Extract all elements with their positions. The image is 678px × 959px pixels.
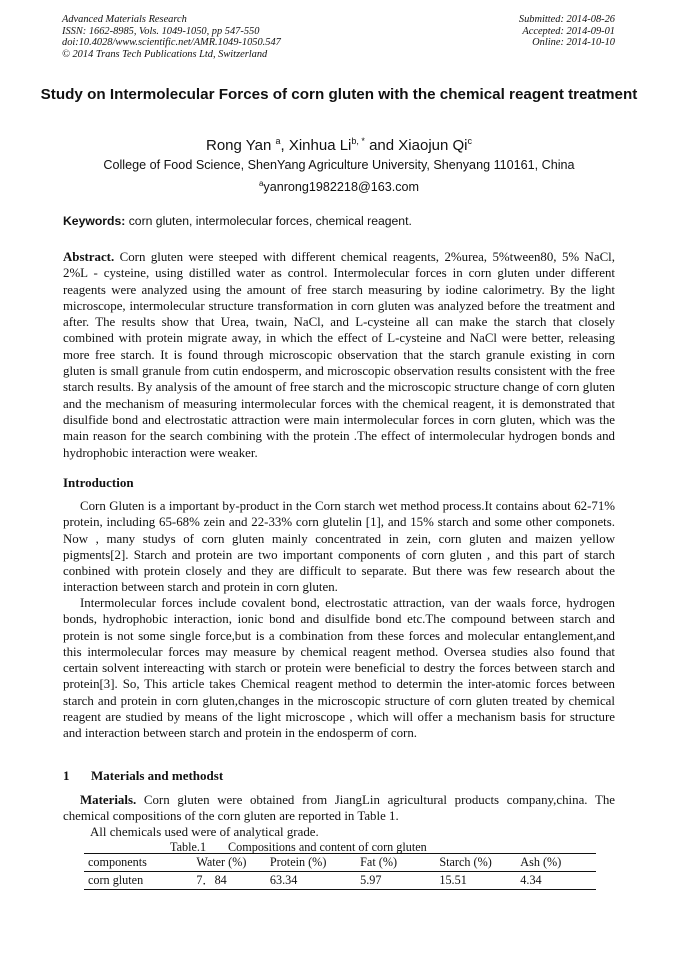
- author-affil-mark: a: [275, 136, 281, 146]
- accepted-date: Accepted: 2014-09-01: [522, 25, 615, 37]
- table-cell: 15.51: [435, 872, 516, 890]
- author-list: Rong Yan $^a$, Xinhua $Li^{b, *}$ and Xiaojun Qi$^c$: [205, 136, 473, 154]
- keywords: [63, 213, 616, 229]
- table-header-cell: Starch (%): [435, 854, 516, 872]
- table-cell: 4.34: [516, 872, 596, 890]
- table-label: Table.1: [170, 840, 207, 854]
- table-header-cell: Fat (%): [356, 854, 435, 872]
- materials-text: Corn gluten were obtained from JiangLin agricultural products company,china. The chemical compositions of the corn gluten are reported in Table 1.: [63, 793, 615, 824]
- paper-title: Study on Intermolecular Forces of corn gluten with the chemical reagent treatment: [40, 86, 638, 103]
- table-cell: 63.34: [266, 872, 356, 890]
- introduction-paragraph: Corn Gluten is a important by-product in the Corn starch wet method process.It contains about 62-71% protein, including 65-68% zein and 22-33% corn glutelin [1], and 15% starch and some other componets. Now , many studys of corn gluten mainly concentrated in zein, corn gluten and maizen yellow pigments[2]. Starch and protein are two important components of corn gluten , and this part of starch conbined with protein closely and they are difficult to separate. But there was few research about the interaction between starch and protein in corn gluten.: [63, 499, 615, 595]
- methods-heading: [63, 768, 223, 784]
- author-name: Xinhua Li: [288, 137, 352, 154]
- abstract-label: Abstract.: [63, 250, 115, 264]
- journal-header-left: [62, 14, 281, 60]
- author-affil-mark: c: [467, 136, 473, 146]
- abstract: [63, 249, 615, 461]
- table-cell: 7．84: [192, 872, 266, 890]
- table-header-cell: Ash (%): [516, 854, 596, 872]
- table-cell: corn gluten: [84, 872, 192, 890]
- issn-line: ISSN: 1662-8985, Vols. 1049-1050, pp 547-550: [62, 25, 260, 37]
- doi-line: doi:10.4028/www.scientific.net/AMR.1049-1050.547: [62, 37, 281, 49]
- abstract-text: Corn gluten were steeped with different chemical reagents, 2%urea, 5%tween80, 5% NaCl, 2%L - cysteine, using distilled water as control. Intermolecular forces in corn gluten under different reagents were analyzed using the amount of free starch measuring by iodine calorimetry. By the light microscope, intermolecular structure transformation in corn gluten was analyzed before the treatment and after. The results show that Urea, twain, NaCl, and L-cysteine all can make the starch that closely combined with protein migrate away, in which the effect of L-cysteine and NaCl were better, releasing more free starch. It is found through microscopic observation that the starch granule existing in corn gluten is small granule from cutin endosperm, and microscopic observation results consistent with the free starch results. By analysis of the amount of free starch and the microscopic structure change of corn gluten and the mechanism of measuring intermolecular forces with the chemical reagent, it is demonstrated that disulfide bond and electrostatic attraction were main intermolecular forces in corn gluten, which was the main reason for the search combining with the protein .The effect of intermolecular hydrogen bonds and hydrophobic interaction were weaker.: [63, 250, 615, 460]
- section-title: Materials and methodst: [91, 768, 224, 783]
- section-number: 1: [63, 768, 70, 783]
- affiliation: College of Food Science, ShenYang Agriculture University, Shenyang 110161, China: [103, 158, 575, 172]
- table-row: [84, 872, 596, 890]
- author-name: Rong Yan: [205, 137, 276, 154]
- table-header-row: [84, 854, 596, 872]
- table-cell: 5.97: [356, 872, 435, 890]
- table-caption-text: Compositions and content of corn gluten: [228, 840, 427, 854]
- email-mark: a: [258, 179, 264, 188]
- email-address: yanrong1982218@163.com: [263, 180, 420, 195]
- author-name: Xiaojun Qi: [398, 137, 468, 154]
- introduction-heading: Introduction: [63, 475, 134, 490]
- chemicals-sentence: All chemicals used were of analytical grade.: [90, 825, 319, 839]
- copyright-line: © 2014 Trans Tech Publications Ltd, Switzerland: [62, 48, 268, 60]
- keywords-label: Keywords:: [63, 214, 126, 228]
- author-affil-mark: b, *: [351, 136, 365, 146]
- journal-header-right: [519, 14, 615, 49]
- table-header-cell: Water (%): [192, 854, 266, 872]
- keywords-text: corn gluten, intermolecular forces, chemical reagent.: [125, 214, 412, 228]
- online-date: Online: 2014-10-10: [532, 37, 615, 49]
- introduction-paragraph: Intermolecular forces include covalent bond, electrostatic attraction, van der waals force, hydrogen bonds, hydrophobic interaction, ionic bond and disulfide bond etc.The compound between starch and protein is not some single force,but is a combination from these forces and molecular entanglement,and this intermolecular forces may measure by chemical reagent method. Oversea studies also found that certain solvent intereacting with starch or protein were beneficial to destry the forces between starch and protein[3]. So, This article takes Chemical reagent method to determin the inter-atomic forces between starch and protein in corn gluten,changes in the microscopic structure of corn gluten treated by chemical reagent are studied by means of the light microscope , which will offer a mechanism basis for structure and interaction between starch and protein in the endosperm of corn.: [63, 596, 615, 741]
- submitted-date: Submitted: 2014-08-26: [518, 14, 615, 25]
- author-email: [40, 176, 638, 195]
- materials-paragraph: [63, 792, 615, 825]
- materials-label: Materials.: [80, 793, 137, 807]
- table-header-cell: Protein (%): [266, 854, 356, 872]
- journal-name: Advanced Materials Research: [62, 14, 187, 25]
- table-header-cell: components: [84, 854, 192, 872]
- table-caption: [170, 840, 427, 854]
- composition-table: [84, 853, 596, 890]
